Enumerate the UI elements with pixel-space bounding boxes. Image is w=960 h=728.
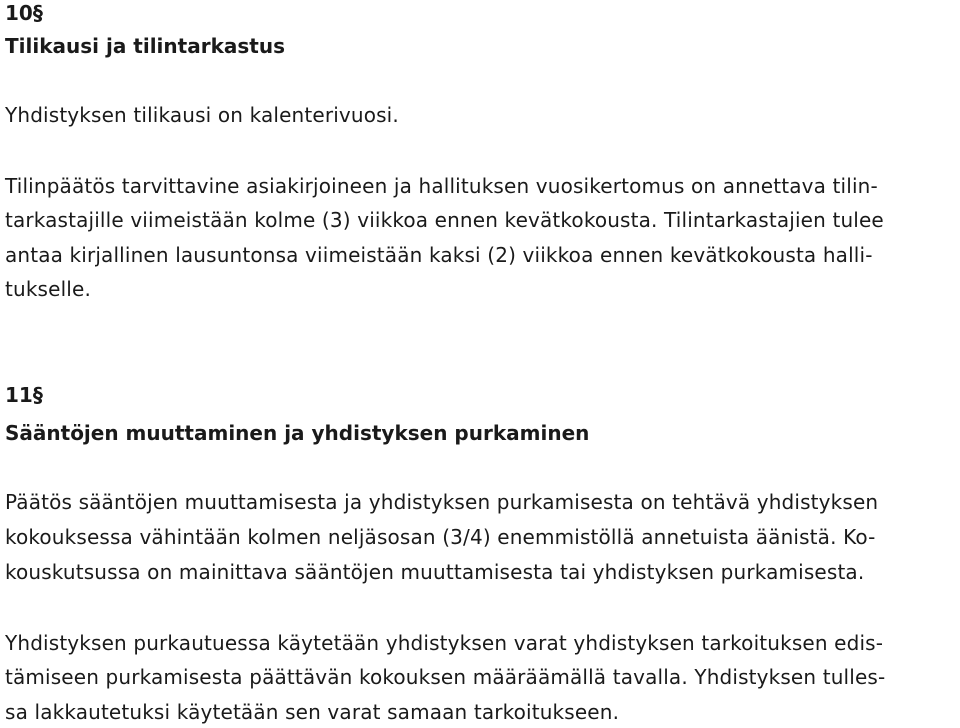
- section-11-title: Sääntöjen muuttaminen ja yhdistyksen purkaminen: [5, 421, 590, 445]
- section-10-title: Tilikausi ja tilintarkastus: [5, 34, 285, 58]
- section-11-paragraph-2-line-3: sa lakkautetuksi käytetään sen varat samaan tarkoitukseen.: [5, 700, 620, 724]
- section-11-paragraph-1-line-2: kokouksessa vähintään kolmen neljäsosan (3/4) enemmistöllä annetuista äänistä. Ko-: [5, 525, 876, 549]
- section-11-number: 11§: [5, 383, 43, 407]
- section-10-paragraph-2-line-2: tarkastajille viimeistään kolme (3) viikkoa ennen kevätkokousta. Tilintarkastajien tulee: [5, 208, 884, 232]
- section-10-paragraph-2-line-3: antaa kirjallinen lausuntonsa viimeistään kaksi (2) viikkoa ennen kevätkokousta halli-: [5, 243, 873, 267]
- section-11-paragraph-2-line-1: Yhdistyksen purkautuessa käytetään yhdistyksen varat yhdistyksen tarkoituksen edis-: [5, 631, 884, 655]
- section-10-paragraph-1-line-1: Yhdistyksen tilikausi on kalenterivuosi.: [5, 103, 399, 127]
- section-11-paragraph-2-line-2: tämiseen purkamisesta päättävän kokouksen määräämällä tavalla. Yhdistyksen tulles-: [5, 665, 886, 689]
- section-10-paragraph-2-line-1: Tilinpäätös tarvittavine asiakirjoineen ja hallituksen vuosikertomus on annettava tilin-: [5, 174, 878, 198]
- section-10-paragraph-2-line-4: tukselle.: [5, 277, 91, 301]
- section-11-paragraph-1-line-3: kouskutsussa on mainittava sääntöjen muuttamisesta tai yhdistyksen purkamisesta.: [5, 560, 865, 584]
- section-10-number: 10§: [5, 1, 43, 25]
- section-11-paragraph-1-line-1: Päätös sääntöjen muuttamisesta ja yhdistyksen purkamisesta on tehtävä yhdistyksen: [5, 490, 879, 514]
